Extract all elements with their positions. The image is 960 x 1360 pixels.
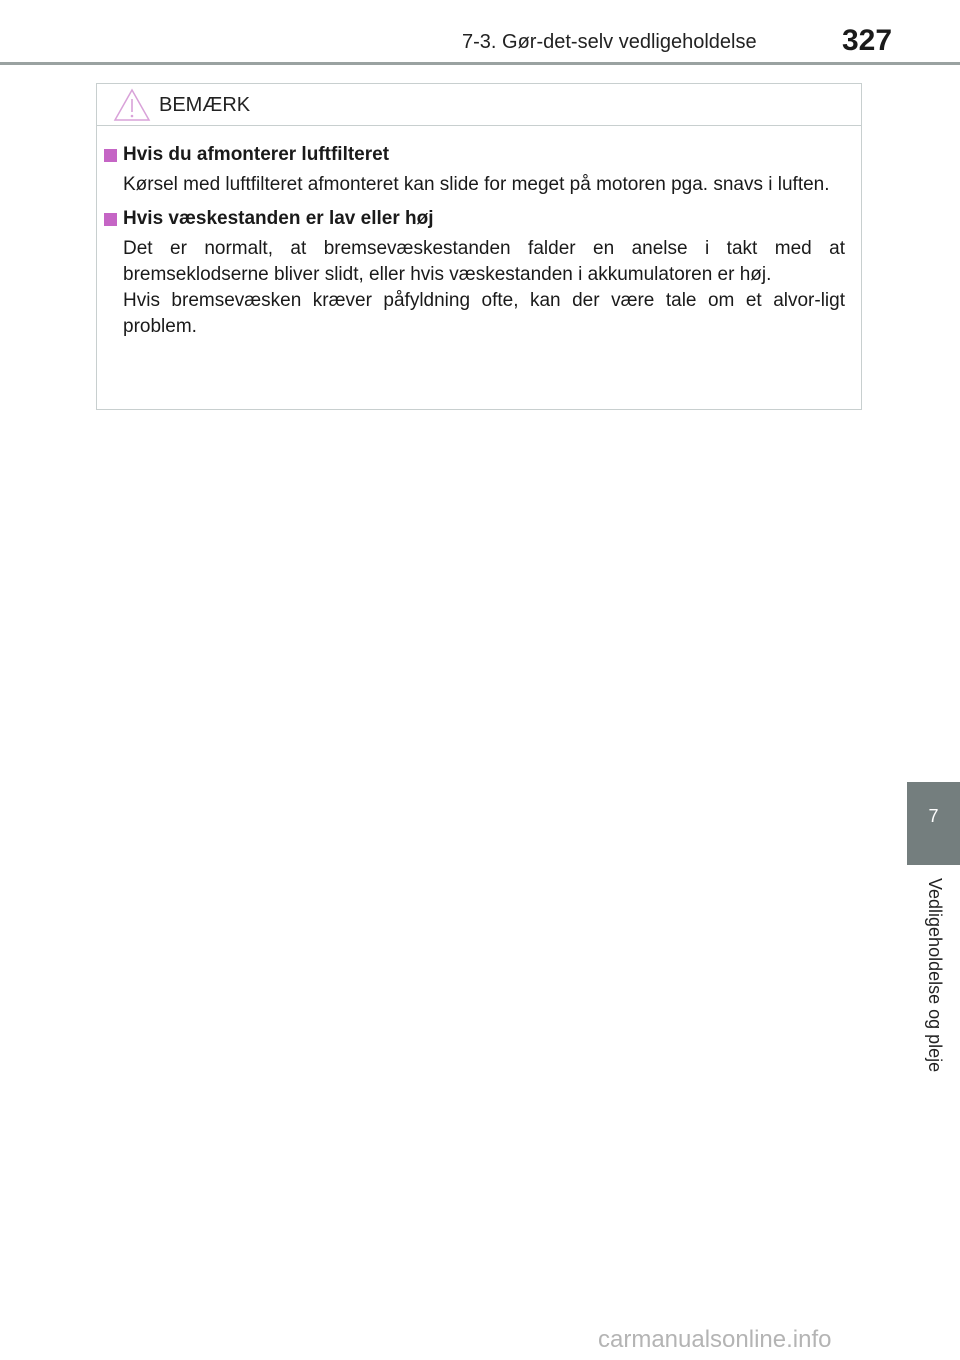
notice-box <box>96 83 862 410</box>
notice-body <box>97 142 861 348</box>
notice-item <box>97 142 861 198</box>
square-bullet-icon <box>104 149 117 162</box>
warning-triangle-icon <box>113 88 151 122</box>
notice-item-title <box>97 206 861 232</box>
notice-item-title-text: Hvis væskestanden er lav eller høj <box>123 208 434 229</box>
notice-header <box>97 84 861 126</box>
watermark: carmanualsonline.info <box>598 1326 832 1353</box>
chapter-tab <box>907 782 960 865</box>
notice-item-text: Kørsel med luftfilteret afmonteret kan slide for meget på motoren pga. snavs i luften. <box>123 174 830 195</box>
chapter-label: Vedligeholdelse og pleje <box>925 878 945 1073</box>
section-title: 7-3. Gør-det-selv vedligeholdelse <box>462 31 757 53</box>
notice-item-title <box>97 142 861 168</box>
chapter-number: 7 <box>928 806 939 826</box>
notice-label: BEMÆRK <box>159 94 251 116</box>
notice-item-text: Hvis bremsevæsken kræver påfyldning ofte, kan der være tale om et alvor-ligt problem. <box>123 290 845 337</box>
notice-item-text: Det er normalt, at bremsevæskestanden falder en anelse i takt med at bremseklodserne bliver slidt, eller hvis væskestanden i akkumulatoren er høj. <box>123 238 845 285</box>
notice-item-title-text: Hvis du afmonterer luftfilteret <box>123 144 390 165</box>
notice-item <box>97 206 861 340</box>
header-divider <box>0 62 960 65</box>
page-number: 327 <box>842 24 893 57</box>
square-bullet-icon <box>104 213 117 226</box>
